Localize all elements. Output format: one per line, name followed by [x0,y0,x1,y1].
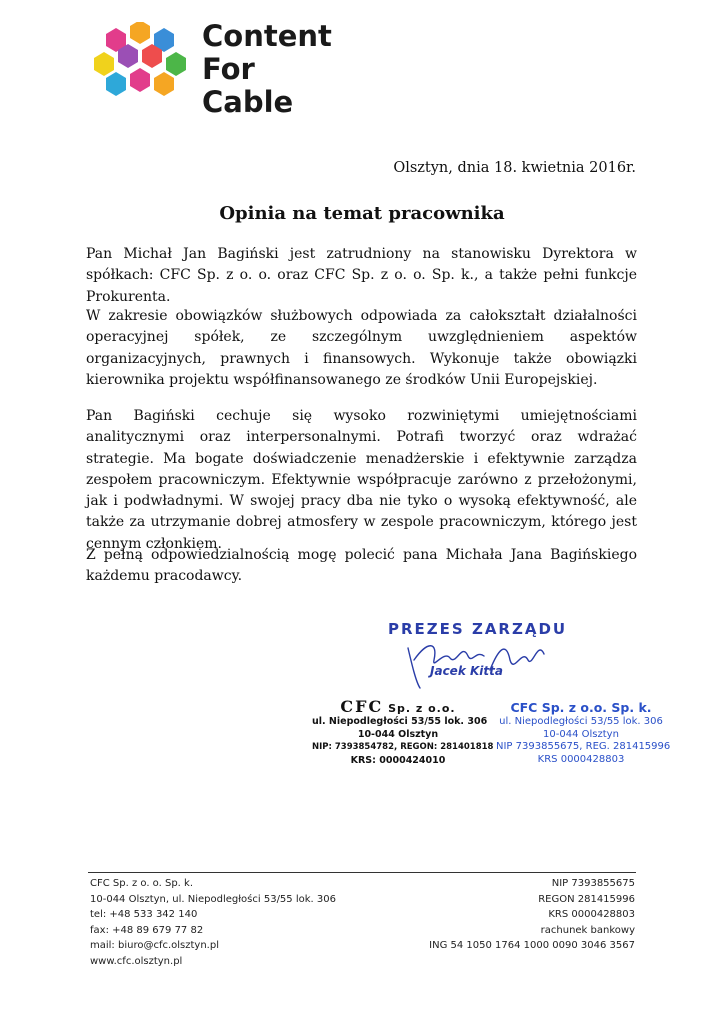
stamp-head [312,697,484,716]
signature-role: PREZES ZARZĄDU [388,620,568,638]
logo-hex-7 [166,52,186,76]
footer-divider [88,872,636,873]
footer-registration [400,876,635,954]
footer-website: www.cfc.olsztyn.pl [90,955,183,967]
paragraph-2: W zakresie obowiązków służbowych odpowiada za całokształt działalności operacyjnej spółek, ze szczególnym uwzględnieniem aspektów organizacyjnych, prawnych i finansowych. Wykonuje także obowiązki kierownika projektu współfinansowanego ze środków Unii Europejskiej. [86,308,637,388]
brand-line-1: Content [202,19,332,53]
stamp-suffix: Sp. z o.o. [388,702,456,715]
stamp-line: NIP: 7393854782, REGON: 281401818 [312,742,494,752]
logo-hex-8 [106,72,126,96]
footer-krs: KRS 0000428803 [548,909,635,920]
stamp-line: ul. Niepodległości 53/55 lok. 306 [499,716,663,727]
stamp-line: 10-044 Olsztyn [543,728,619,740]
logo-hex-9 [130,68,150,92]
paragraph-1: Pan Michał Jan Bagiński jest zatrudniony na stanowisku Dyrektora w spółkach: CFC Sp. z o. o. oraz CFC Sp. z o. o. Sp. k., a także pełni funkcje Prokurenta. [86,246,637,305]
paragraph-3: Pan Bagiński cechuje się wysoko rozwiniętymi umiejętnościami analitycznymi oraz interpersonalnymi. Potrafi tworzyć oraz wdrażać strategie. Ma bogate doświadczenie menadżerskie i efektywnie zarządza zespołem pracowniczym. Efektywnie współpracuje zarówno z przełożonymi, jak i podwładnymi. W swojej pracy dba nie tyko o wysoką efektywność, ale także za utrzymanie dobrej atmosfery w zespole pracowniczym, którego jest cennym członkiem. [86,408,637,552]
letter-date: Olsztyn, dnia 18. kwietnia 2016r. [393,160,636,176]
stamp-line: NIP 7393855675, REG. 281415996 [496,741,671,752]
stamp-line: KRS: 0000424010 [350,755,446,766]
footer-regon: REGON 281415996 [538,893,635,905]
stamp-cfc: CFC [340,697,384,716]
footer-bank-account: ING 54 1050 1764 1000 0090 3046 3567 [429,940,635,951]
stamp-head: CFC Sp. z o.o. Sp. k. [510,700,652,715]
logo-hex-10 [154,72,174,96]
logo-hex-4 [94,52,114,76]
footer-nip: NIP 7393855675 [551,878,635,889]
signer-name: Jacek Kitta [430,664,503,678]
brand-line-2: For [202,52,255,86]
hexagon-cluster-logo-icon [94,22,190,106]
footer-phone: tel: +48 533 342 140 [90,909,198,920]
company-stamp-spk [496,700,671,766]
stamp-line: ul. Niepodległości 53/55 lok. 306 [312,716,488,727]
footer-fax: fax: +48 89 679 77 82 [90,924,204,936]
letter-title: Opinia na temat pracownika [219,203,505,224]
footer-bank-label: rachunek bankowy [540,924,635,936]
footer-company: CFC Sp. z o. o. Sp. k. [90,878,193,889]
footer-email: mail: biuro@cfc.olsztyn.pl [90,940,219,951]
brand-line-3: Cable [202,85,294,119]
footer-contact [90,876,336,969]
company-stamp-spzoo [312,697,494,767]
paragraph-4: Z pełną odpowiedzialnością mogę polecić pana Michała Jana Bagińskiego każdemu pracodawcy. [86,547,637,585]
logo-hex-2 [130,22,150,44]
stamp-line: KRS 0000428803 [537,753,625,765]
brand-wordmark [202,20,362,119]
footer-address: 10-044 Olsztyn, ul. Niepodległości 53/55 lok. 306 [90,893,336,905]
handwritten-signature [398,630,558,690]
stamp-line: 10-044 Olsztyn [357,729,439,740]
